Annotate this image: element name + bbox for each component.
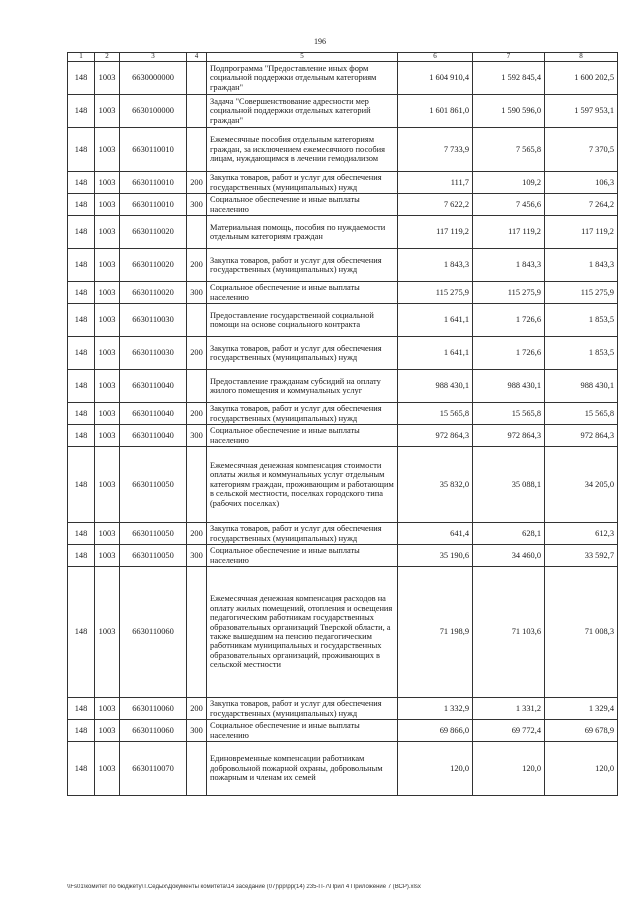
section-cell: 1003 xyxy=(95,304,120,337)
target-article-cell: 6630110040 xyxy=(120,370,187,403)
file-path-footer: \\Fs01\комитет по бюджету\Т.Седых\Документы комитета\14 заседание (07)\рр\рр(14) 235-П-7\Прил 4 Приложение 7 (ВСР).xlsx xyxy=(67,884,421,890)
table-row xyxy=(68,425,618,447)
table-row xyxy=(68,249,618,282)
amount-year1-cell: 7 733,9 xyxy=(398,128,473,172)
amount-year1-cell: 1 604 910,4 xyxy=(398,62,473,95)
amount-year1-cell: 1 332,9 xyxy=(398,698,473,720)
section-cell: 1003 xyxy=(95,742,120,796)
column-number: 6 xyxy=(398,53,473,62)
item-name-cell: Закупка товаров, работ и услуг для обеспечения государственных (муниципальных) нужд xyxy=(207,249,398,282)
section-cell: 1003 xyxy=(95,172,120,194)
expense-type-cell xyxy=(187,742,207,796)
amount-year3-cell: 1 843,3 xyxy=(545,249,618,282)
table-row xyxy=(68,447,618,523)
expense-type-cell: 200 xyxy=(187,249,207,282)
target-article-cell: 6630110020 xyxy=(120,216,187,249)
amount-year3-cell: 33 592,7 xyxy=(545,545,618,567)
section-cell: 1003 xyxy=(95,128,120,172)
amount-year1-cell: 641,4 xyxy=(398,523,473,545)
amount-year1-cell: 15 565,8 xyxy=(398,403,473,425)
target-article-cell: 6630110040 xyxy=(120,403,187,425)
ved-cell: 148 xyxy=(68,216,95,249)
table-row xyxy=(68,128,618,172)
amount-year2-cell: 1 331,2 xyxy=(473,698,545,720)
table-row xyxy=(68,545,618,567)
amount-year3-cell: 1 600 202,5 xyxy=(545,62,618,95)
ved-cell: 148 xyxy=(68,249,95,282)
table-row xyxy=(68,282,618,304)
item-name-cell: Единовременные компенсации работникам добровольной пожарной охраны, добровольным пожарным и членам их семей xyxy=(207,742,398,796)
expense-type-cell xyxy=(187,447,207,523)
ved-cell: 148 xyxy=(68,337,95,370)
section-cell: 1003 xyxy=(95,216,120,249)
table-row xyxy=(68,304,618,337)
column-number-row xyxy=(68,53,618,62)
amount-year3-cell: 71 008,3 xyxy=(545,567,618,698)
target-article-cell: 6630110020 xyxy=(120,249,187,282)
ved-cell: 148 xyxy=(68,172,95,194)
item-name-cell: Социальное обеспечение и иные выплаты населению xyxy=(207,282,398,304)
target-article-cell: 6630110060 xyxy=(120,567,187,698)
amount-year1-cell: 117 119,2 xyxy=(398,216,473,249)
column-number: 5 xyxy=(207,53,398,62)
target-article-cell: 6630100000 xyxy=(120,95,187,128)
amount-year2-cell: 628,1 xyxy=(473,523,545,545)
column-number: 7 xyxy=(473,53,545,62)
target-article-cell: 6630110010 xyxy=(120,194,187,216)
amount-year3-cell: 106,3 xyxy=(545,172,618,194)
amount-year2-cell: 1 590 596,0 xyxy=(473,95,545,128)
section-cell: 1003 xyxy=(95,403,120,425)
amount-year3-cell: 1 597 953,1 xyxy=(545,95,618,128)
amount-year3-cell: 1 853,5 xyxy=(545,337,618,370)
item-name-cell: Ежемесячная денежная компенсация расходов на оплату жилых помещений, отопления и освещения педагогическим работникам государственных образовательных организаций Тверской области, а также вышедшим на пенсию педагогическим работникам муниципальных и государственных образовательных организаций, проживающих в сельской местности xyxy=(207,567,398,698)
amount-year1-cell: 35 832,0 xyxy=(398,447,473,523)
section-cell: 1003 xyxy=(95,337,120,370)
target-article-cell: 6630110010 xyxy=(120,128,187,172)
amount-year2-cell: 1 843,3 xyxy=(473,249,545,282)
amount-year2-cell: 71 103,6 xyxy=(473,567,545,698)
amount-year3-cell: 15 565,8 xyxy=(545,403,618,425)
ved-cell: 148 xyxy=(68,95,95,128)
table-row xyxy=(68,523,618,545)
amount-year2-cell: 34 460,0 xyxy=(473,545,545,567)
column-number: 8 xyxy=(545,53,618,62)
ved-cell: 148 xyxy=(68,523,95,545)
table-row xyxy=(68,698,618,720)
amount-year2-cell: 35 088,1 xyxy=(473,447,545,523)
amount-year1-cell: 1 843,3 xyxy=(398,249,473,282)
amount-year1-cell: 115 275,9 xyxy=(398,282,473,304)
amount-year3-cell: 1 329,4 xyxy=(545,698,618,720)
page-number: 196 xyxy=(314,37,326,46)
item-name-cell: Социальное обеспечение и иные выплаты населению xyxy=(207,425,398,447)
amount-year1-cell: 988 430,1 xyxy=(398,370,473,403)
expense-type-cell: 300 xyxy=(187,545,207,567)
ved-cell: 148 xyxy=(68,720,95,742)
target-article-cell: 6630110040 xyxy=(120,425,187,447)
amount-year1-cell: 35 190,6 xyxy=(398,545,473,567)
amount-year2-cell: 115 275,9 xyxy=(473,282,545,304)
item-name-cell: Социальное обеспечение и иные выплаты населению xyxy=(207,720,398,742)
ved-cell: 148 xyxy=(68,194,95,216)
item-name-cell: Материальная помощь, пособия по нуждаемости отдельным категориям граждан xyxy=(207,216,398,249)
item-name-cell: Подпрограмма "Предоставление иных форм социальной поддержки отдельным категориям граждан" xyxy=(207,62,398,95)
expense-type-cell xyxy=(187,304,207,337)
section-cell: 1003 xyxy=(95,447,120,523)
target-article-cell: 6630110030 xyxy=(120,304,187,337)
ved-cell: 148 xyxy=(68,447,95,523)
section-cell: 1003 xyxy=(95,523,120,545)
item-name-cell: Ежемесячная денежная компенсация стоимости оплаты жилья и коммунальных услуг отдельным категориям граждан, проживающим и работающим в сельской местности, поселках городского типа (рабочих поселках) xyxy=(207,447,398,523)
expense-type-cell: 200 xyxy=(187,523,207,545)
amount-year3-cell: 7 370,5 xyxy=(545,128,618,172)
target-article-cell: 6630110010 xyxy=(120,172,187,194)
item-name-cell: Задача "Совершенствование адресности мер социальной поддержки отдельных категорий граждан" xyxy=(207,95,398,128)
column-number: 2 xyxy=(95,53,120,62)
target-article-cell: 6630110030 xyxy=(120,337,187,370)
ved-cell: 148 xyxy=(68,545,95,567)
table-row xyxy=(68,403,618,425)
amount-year3-cell: 1 853,5 xyxy=(545,304,618,337)
amount-year3-cell: 988 430,1 xyxy=(545,370,618,403)
expense-type-cell xyxy=(187,370,207,403)
table-row xyxy=(68,337,618,370)
item-name-cell: Закупка товаров, работ и услуг для обеспечения государственных (муниципальных) нужд xyxy=(207,403,398,425)
expense-type-cell xyxy=(187,95,207,128)
expense-type-cell xyxy=(187,567,207,698)
section-cell: 1003 xyxy=(95,62,120,95)
amount-year1-cell: 1 641,1 xyxy=(398,304,473,337)
amount-year1-cell: 120,0 xyxy=(398,742,473,796)
section-cell: 1003 xyxy=(95,720,120,742)
expense-type-cell: 200 xyxy=(187,172,207,194)
target-article-cell: 6630110050 xyxy=(120,545,187,567)
amount-year3-cell: 115 275,9 xyxy=(545,282,618,304)
section-cell: 1003 xyxy=(95,545,120,567)
ved-cell: 148 xyxy=(68,425,95,447)
section-cell: 1003 xyxy=(95,95,120,128)
expense-type-cell: 200 xyxy=(187,403,207,425)
ved-cell: 148 xyxy=(68,370,95,403)
amount-year2-cell: 120,0 xyxy=(473,742,545,796)
item-name-cell: Социальное обеспечение и иные выплаты населению xyxy=(207,194,398,216)
amount-year2-cell: 109,2 xyxy=(473,172,545,194)
column-number: 1 xyxy=(68,53,95,62)
amount-year3-cell: 7 264,2 xyxy=(545,194,618,216)
section-cell: 1003 xyxy=(95,370,120,403)
ved-cell: 148 xyxy=(68,282,95,304)
ved-cell: 148 xyxy=(68,742,95,796)
expense-type-cell: 300 xyxy=(187,194,207,216)
column-number: 3 xyxy=(120,53,187,62)
table-row xyxy=(68,742,618,796)
section-cell: 1003 xyxy=(95,282,120,304)
ved-cell: 148 xyxy=(68,128,95,172)
expense-type-cell: 200 xyxy=(187,698,207,720)
amount-year3-cell: 34 205,0 xyxy=(545,447,618,523)
section-cell: 1003 xyxy=(95,698,120,720)
expense-type-cell xyxy=(187,128,207,172)
target-article-cell: 6630110050 xyxy=(120,523,187,545)
amount-year2-cell: 1 592 845,4 xyxy=(473,62,545,95)
table-row xyxy=(68,370,618,403)
amount-year1-cell: 1 641,1 xyxy=(398,337,473,370)
item-name-cell: Закупка товаров, работ и услуг для обеспечения государственных (муниципальных) нужд xyxy=(207,337,398,370)
target-article-cell: 6630000000 xyxy=(120,62,187,95)
target-article-cell: 6630110060 xyxy=(120,698,187,720)
item-name-cell: Закупка товаров, работ и услуг для обеспечения государственных (муниципальных) нужд xyxy=(207,698,398,720)
section-cell: 1003 xyxy=(95,567,120,698)
amount-year2-cell: 7 456,6 xyxy=(473,194,545,216)
amount-year1-cell: 111,7 xyxy=(398,172,473,194)
ved-cell: 148 xyxy=(68,698,95,720)
table-row xyxy=(68,216,618,249)
section-cell: 1003 xyxy=(95,425,120,447)
target-article-cell: 6630110050 xyxy=(120,447,187,523)
target-article-cell: 6630110020 xyxy=(120,282,187,304)
amount-year1-cell: 71 198,9 xyxy=(398,567,473,698)
column-number: 4 xyxy=(187,53,207,62)
table-row xyxy=(68,62,618,95)
amount-year3-cell: 612,3 xyxy=(545,523,618,545)
budget-table xyxy=(67,52,618,796)
target-article-cell: 6630110060 xyxy=(120,720,187,742)
amount-year3-cell: 69 678,9 xyxy=(545,720,618,742)
item-name-cell: Закупка товаров, работ и услуг для обеспечения государственных (муниципальных) нужд xyxy=(207,172,398,194)
item-name-cell: Социальное обеспечение и иные выплаты населению xyxy=(207,545,398,567)
item-name-cell: Предоставление гражданам субсидий на оплату жилого помещения и коммунальных услуг xyxy=(207,370,398,403)
amount-year1-cell: 1 601 861,0 xyxy=(398,95,473,128)
amount-year2-cell: 1 726,6 xyxy=(473,304,545,337)
section-cell: 1003 xyxy=(95,249,120,282)
amount-year2-cell: 15 565,8 xyxy=(473,403,545,425)
amount-year2-cell: 1 726,6 xyxy=(473,337,545,370)
expense-type-cell: 300 xyxy=(187,425,207,447)
amount-year1-cell: 972 864,3 xyxy=(398,425,473,447)
amount-year2-cell: 972 864,3 xyxy=(473,425,545,447)
amount-year1-cell: 69 866,0 xyxy=(398,720,473,742)
amount-year2-cell: 7 565,8 xyxy=(473,128,545,172)
ved-cell: 148 xyxy=(68,567,95,698)
expense-type-cell: 300 xyxy=(187,282,207,304)
amount-year3-cell: 972 864,3 xyxy=(545,425,618,447)
item-name-cell: Ежемесячные пособия отдельным категориям граждан, за исключением ежемесячного пособия лицам, нуждающимся в лечении гемодиализом xyxy=(207,128,398,172)
item-name-cell: Закупка товаров, работ и услуг для обеспечения государственных (муниципальных) нужд xyxy=(207,523,398,545)
target-article-cell: 6630110070 xyxy=(120,742,187,796)
section-cell: 1003 xyxy=(95,194,120,216)
amount-year2-cell: 117 119,2 xyxy=(473,216,545,249)
amount-year2-cell: 988 430,1 xyxy=(473,370,545,403)
amount-year2-cell: 69 772,4 xyxy=(473,720,545,742)
expense-type-cell xyxy=(187,62,207,95)
table-row xyxy=(68,172,618,194)
amount-year3-cell: 117 119,2 xyxy=(545,216,618,249)
table-row xyxy=(68,194,618,216)
expense-type-cell: 200 xyxy=(187,337,207,370)
amount-year1-cell: 7 622,2 xyxy=(398,194,473,216)
table-row xyxy=(68,720,618,742)
expense-type-cell: 300 xyxy=(187,720,207,742)
table-row xyxy=(68,567,618,698)
ved-cell: 148 xyxy=(68,304,95,337)
amount-year3-cell: 120,0 xyxy=(545,742,618,796)
item-name-cell: Предоставление государственной социальной помощи на основе социального контракта xyxy=(207,304,398,337)
table-row xyxy=(68,95,618,128)
ved-cell: 148 xyxy=(68,62,95,95)
ved-cell: 148 xyxy=(68,403,95,425)
expense-type-cell xyxy=(187,216,207,249)
